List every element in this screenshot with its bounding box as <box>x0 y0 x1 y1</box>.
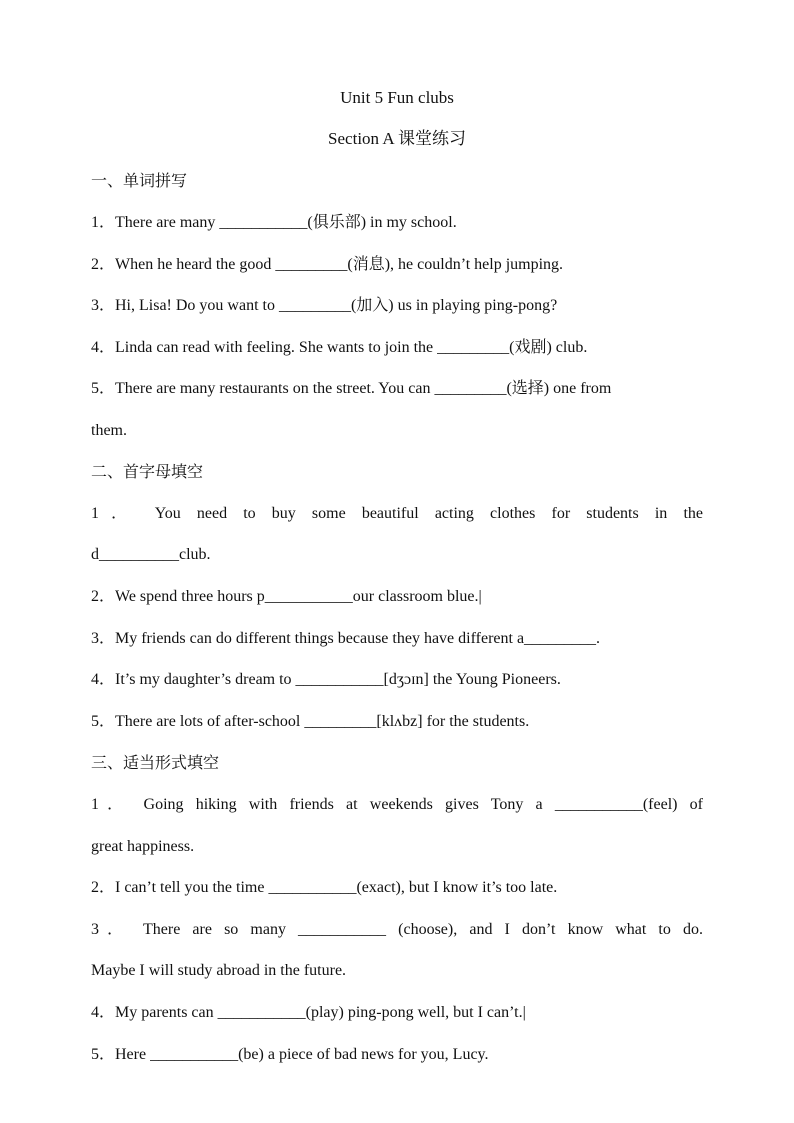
exercise-line: them. <box>91 422 127 439</box>
exercise-line: 4．Linda can read with feeling. She wants to join the _________(戏剧) club. <box>91 339 588 356</box>
exercise-line: 2．When he heard the good _________(消息), he couldn’t help jumping. <box>91 256 564 273</box>
exercise-line: 5．There are many restaurants on the street. You can _________(选择) one from <box>91 380 612 397</box>
exercise-line: 2．I can’t tell you the time ___________(exact), but I know it’s too late. <box>91 879 558 896</box>
section-heading-spelling: 一、单词拼写 <box>91 171 188 190</box>
exercise-line: 1．There are many ___________(俱乐部) in my school. <box>91 214 457 231</box>
exercise-line: 4．It’s my daughter’s dream to ___________[dʒɔɪn] the Young Pioneers. <box>91 671 561 688</box>
exercise-line: d__________club. <box>91 546 211 563</box>
exercise-line: 1． Going hiking with friends at weekends gives Tony a ___________(feel) of <box>91 796 703 813</box>
section-heading-initials: 二、首字母填空 <box>91 462 204 481</box>
exercise-line: Maybe I will study abroad in the future. <box>91 962 347 979</box>
page-subtitle: Section A 课堂练习 <box>328 129 466 148</box>
exercise-line: 5．There are lots of after-school _________[klʌbz] for the students. <box>91 713 530 730</box>
section-heading-forms: 三、适当形式填空 <box>91 753 220 772</box>
exercise-line: 1． You need to buy some beautiful acting clothes for students in the <box>91 505 703 522</box>
exercise-line: 3．Hi, Lisa! Do you want to _________(加入) us in playing ping-pong? <box>91 297 558 314</box>
exercise-line: 4．My parents can ___________(play) ping-pong well, but I can’t.| <box>91 1004 526 1021</box>
exercise-line: 3．My friends can do different things because they have different a_________. <box>91 630 601 647</box>
page-title: Unit 5 Fun clubs <box>340 88 454 107</box>
exercise-line: 5．Here ___________(be) a piece of bad news for you, Lucy. <box>91 1046 489 1063</box>
exercise-line: great happiness. <box>91 838 195 855</box>
exercise-line: 3． There are so many ___________ (choose), and I don’t know what to do. <box>91 921 703 938</box>
exercise-line: 2．We spend three hours p___________our classroom blue.| <box>91 588 482 605</box>
